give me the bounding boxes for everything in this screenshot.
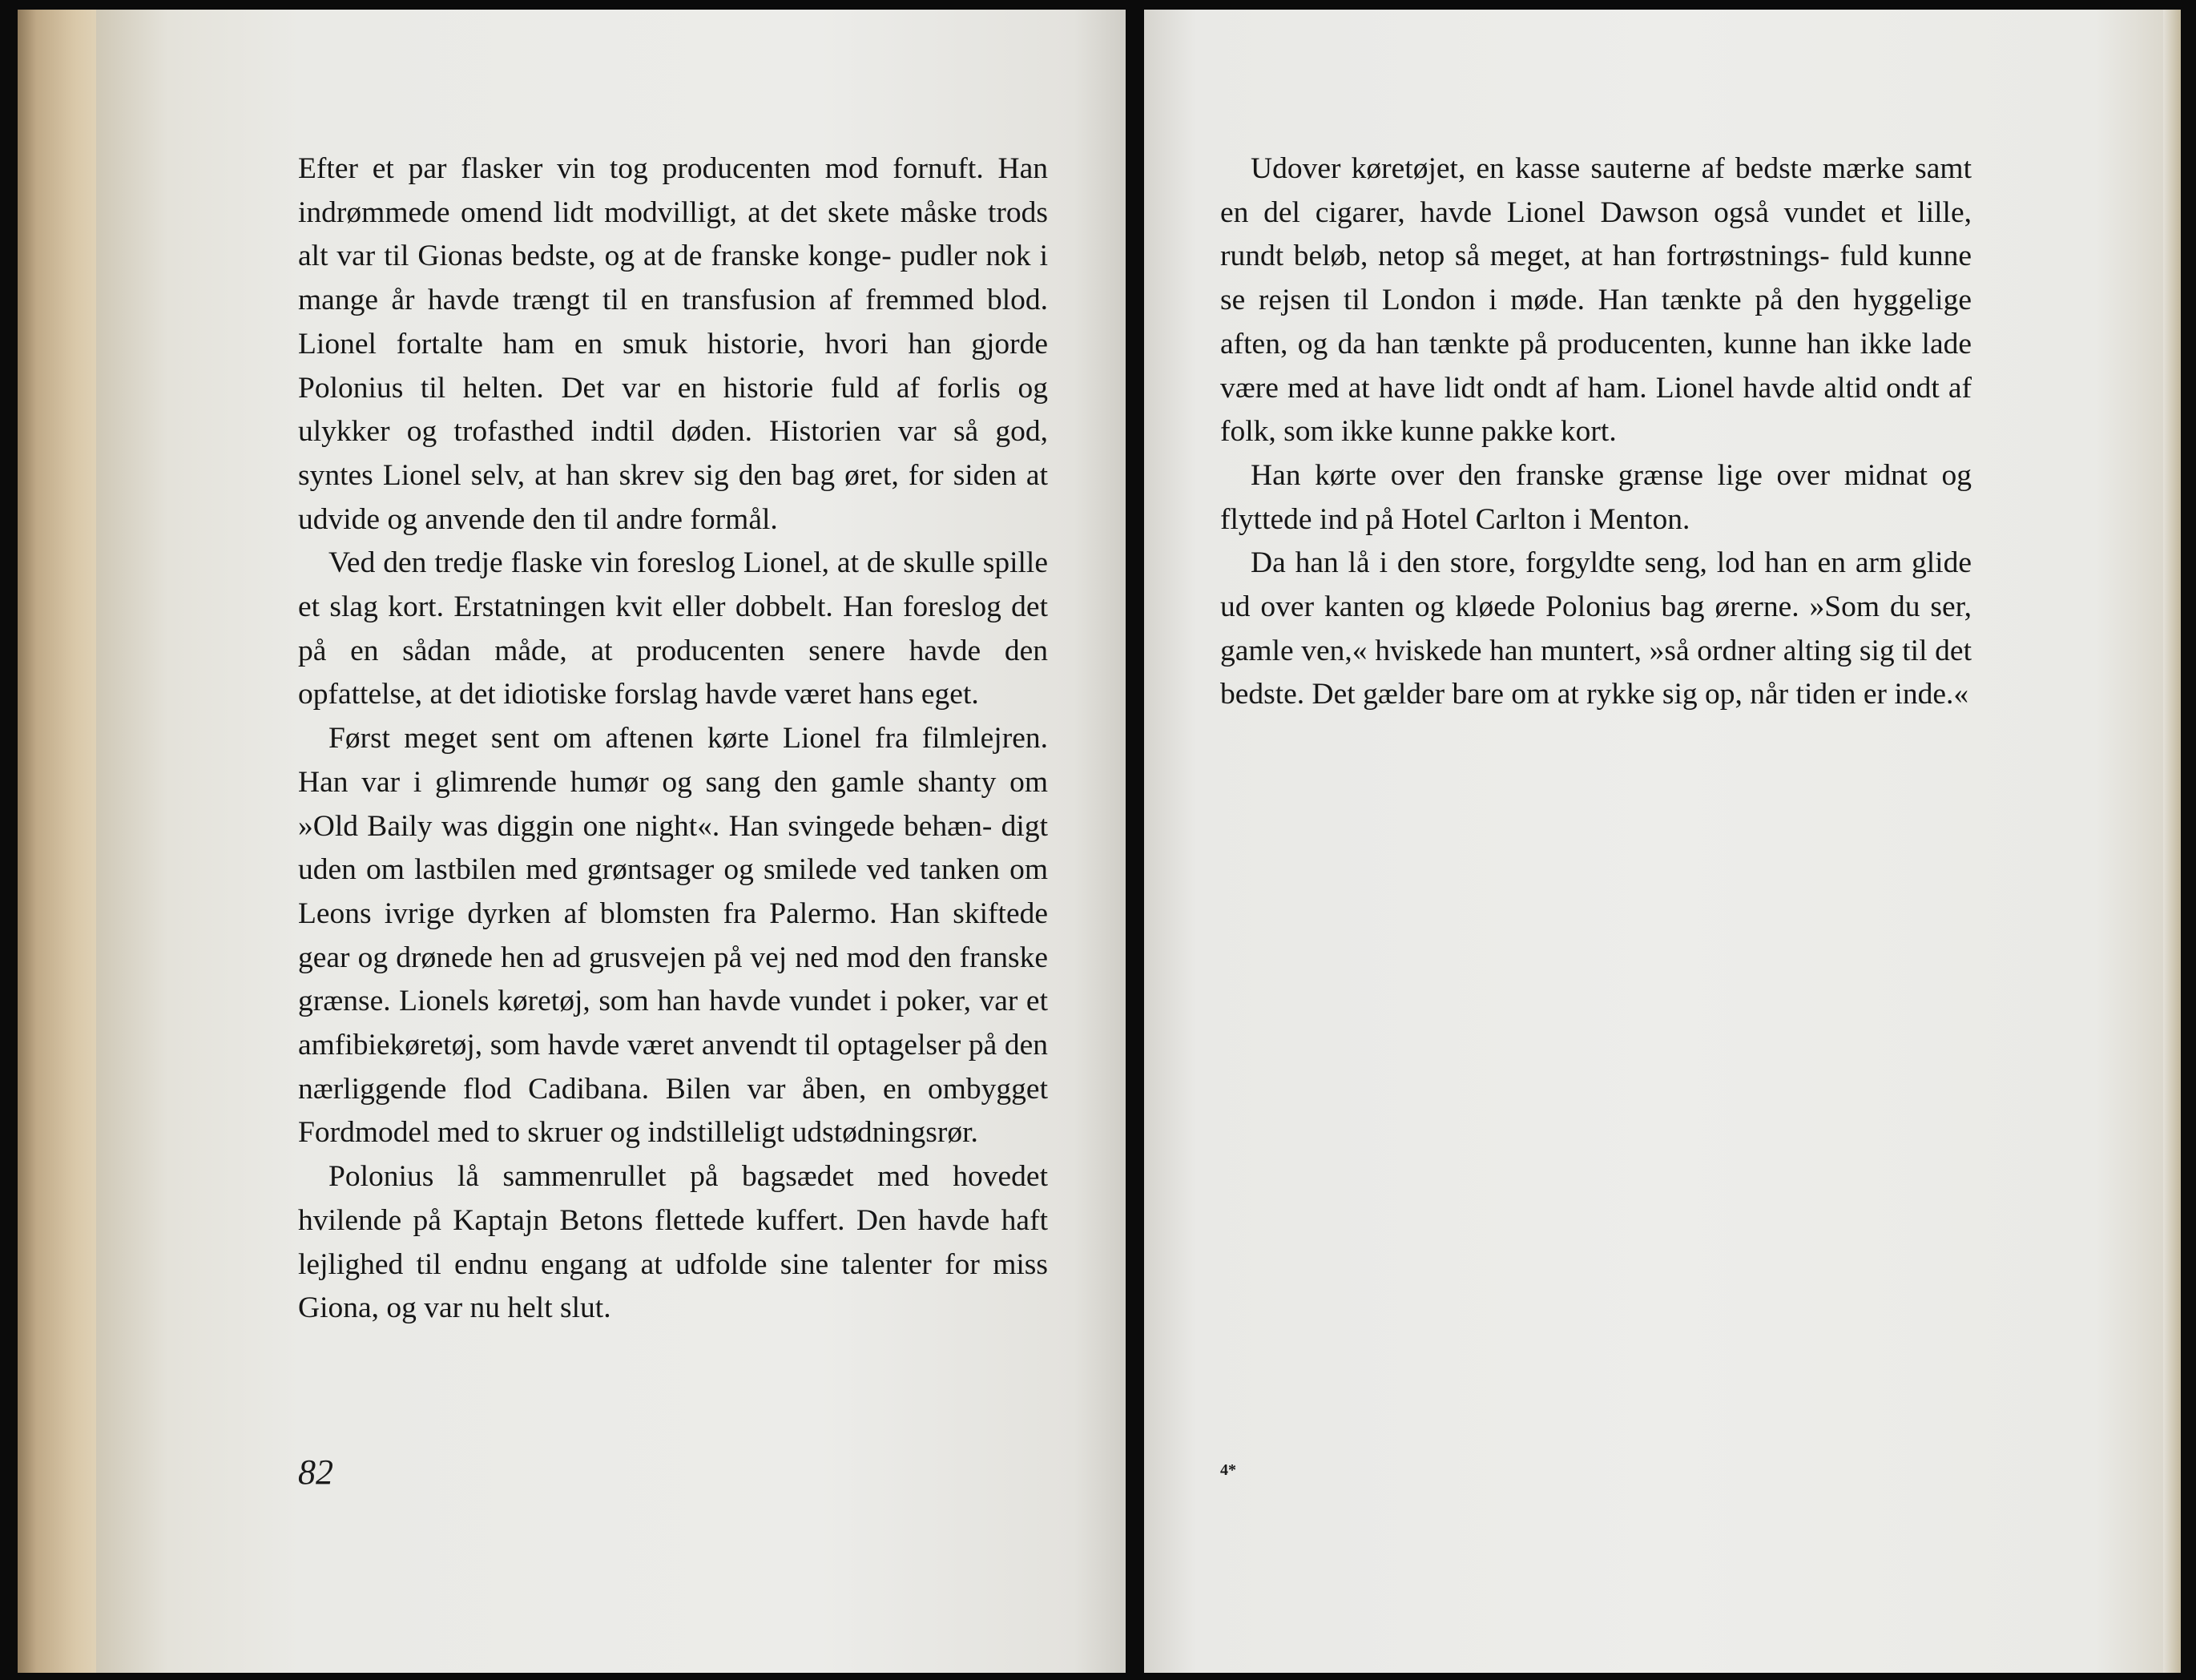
- paragraph: Han kørte over den franske grænse lige over midnat og flyttede ind på Hotel Carlton i Menton.: [1220, 458, 1972, 536]
- paragraph: Polonius lå sammenrullet på bagsædet med hovedet hvilende på Kaptajn Betons flettede kuffert. Den havde haft lejlighed til endnu engang at udfolde sine talenter for miss Giona, og var nu helt slut.: [298, 1160, 1048, 1325]
- right-page-text: [1220, 147, 1972, 717]
- right-page-edge: [2163, 10, 2181, 1673]
- paragraph: Ved den tredje flaske vin foreslog Lionel, at de skulle spille et slag kort. Erstatningen kvit eller dobbelt. Han foreslog det på en sådan måde, at producenten senere havde den opfattelse, at det idiotiske forslag havde været hans eget.: [298, 546, 1048, 711]
- left-page: [96, 10, 1126, 1673]
- page-number: 82: [298, 1452, 333, 1492]
- right-page: [1144, 10, 2178, 1673]
- paragraph: Udover køretøjet, en kasse sauterne af bedste mærke samt en del cigarer, havde Lionel Dawson også vundet et lille, rundt beløb, netop så meget, at han fortrøstnings- fuld kunne se rejsen til London i møde. Han tænkte på den hyggelige aften, og da han tænkte på producenten, kunne han ikke lade være med at have lidt ondt af ham. Lionel havde altid ondt af folk, som ikke kunne pakke kort.: [1220, 152, 1972, 449]
- paragraph: Først meget sent om aftenen kørte Lionel fra filmlejren. Han var i glimrende humør og sang den gamle shanty om »Old Baily was diggin one night«. Han svingede behæn- digt uden om lastbilen med grøntsager og smilede ved tanken om Leons ivrige dyrken af blomsten fra Palermo. Han skiftede gear og drønede hen ad grusvejen på vej ned mod den franske grænse. Lionels køretøj, som han havde vundet i poker, var et amfibiekøretøj, som havde været anvendt til optagelser på den nærliggende flod Cadibana. Bilen var åben, en ombygget Fordmodel med to skruer og indstilleligt udstødningsrør.: [298, 722, 1048, 1150]
- paragraph: Da han lå i den store, forgyldte seng, lod han en arm glide ud over kanten og kløede Polonius bag ørerne. »Som du ser, gamle ven,« hviskede han muntert, »så ordner alting sig til det bedste. Det gælder bare om at rykke sig op, når tiden er inde.«: [1220, 546, 1972, 711]
- signature-mark: 4*: [1220, 1461, 1236, 1479]
- left-page-text: [298, 147, 1048, 1331]
- paragraph: Efter et par flasker vin tog producenten mod fornuft. Han indrømmede omend lidt modvilligt, at det skete måske trods alt var til Gionas bedste, og at de franske konge- pudler nok i mange år havde trængt til en transfusion af fremmed blod. Lionel fortalte ham en smuk historie, hvori han gjorde Polonius til helten. Det var en historie fuld af forlis og ulykker og trofasthed indtil døden. Historien var så god, syntes Lionel selv, at han skrev sig den bag øret, for siden at udvide og anvende den til andre formål.: [298, 152, 1048, 536]
